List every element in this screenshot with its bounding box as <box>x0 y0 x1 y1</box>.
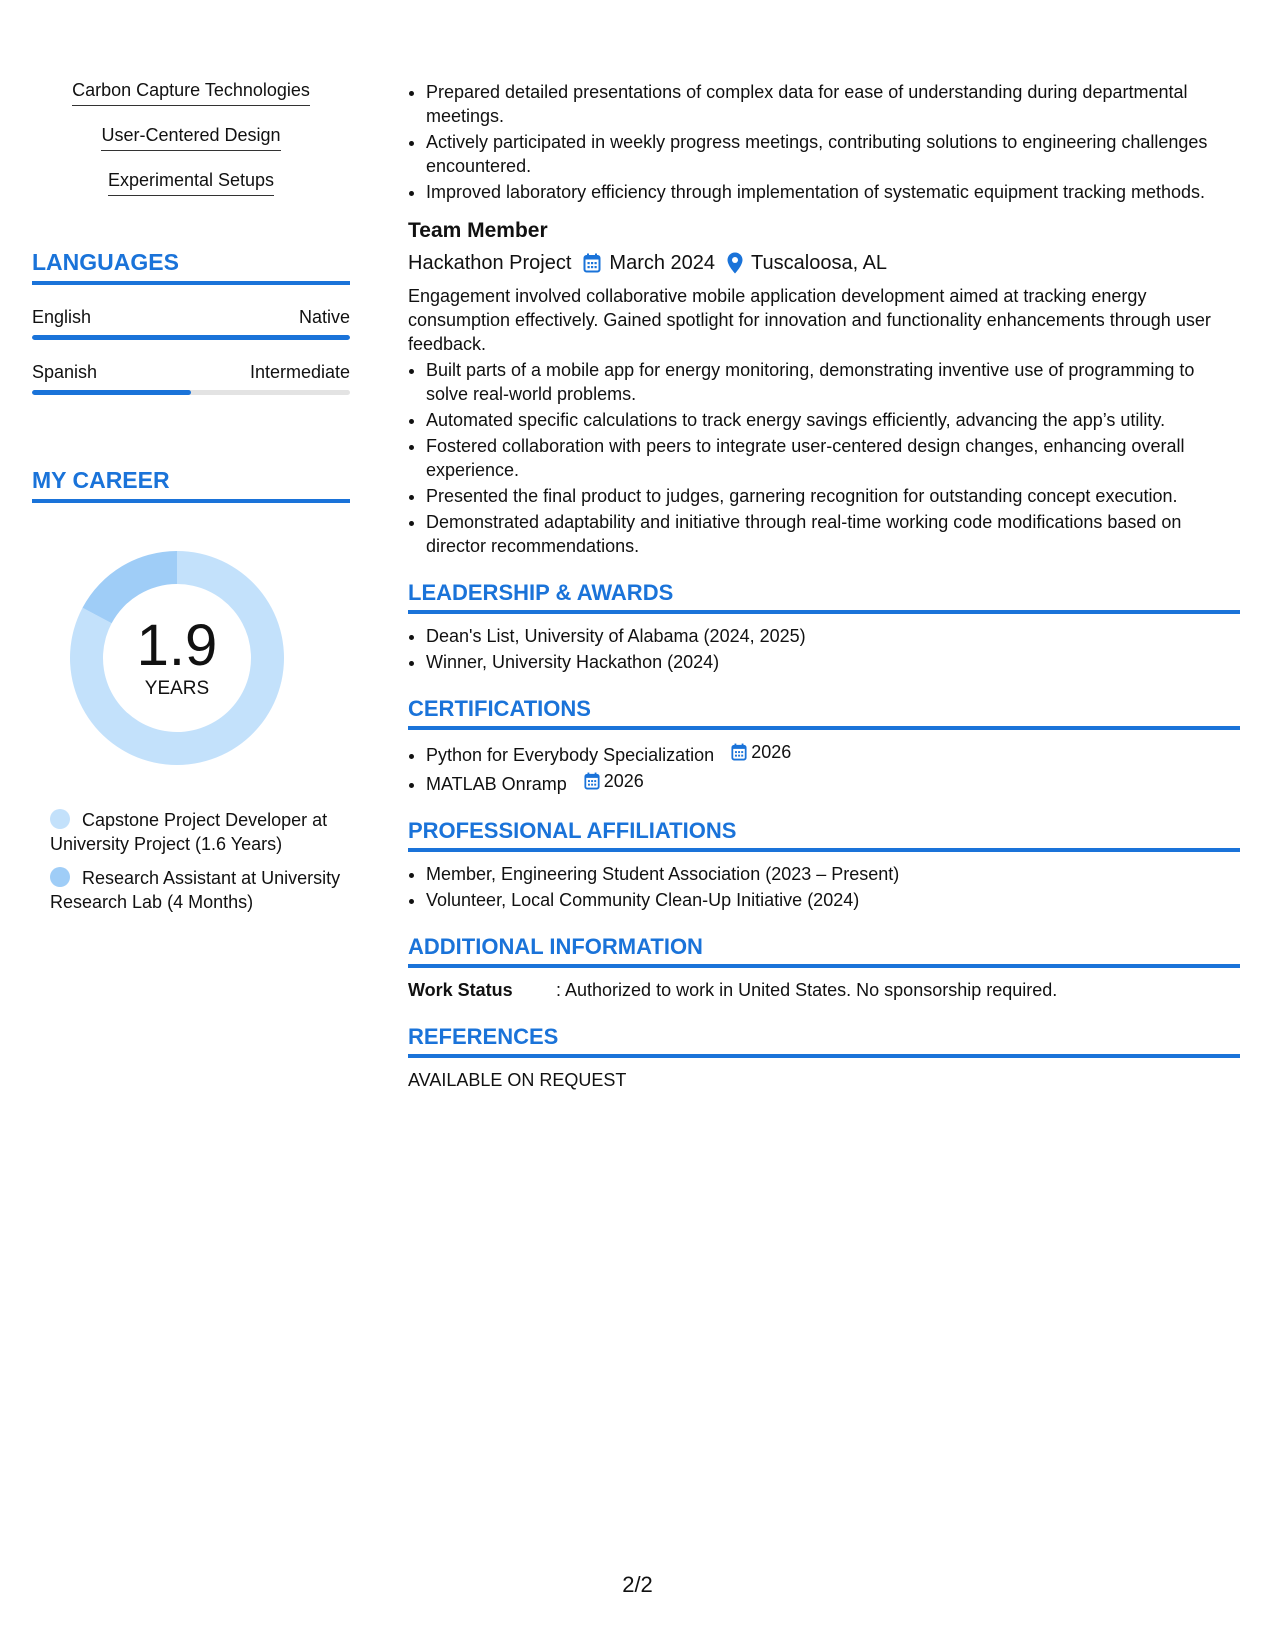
affiliation-item: • Volunteer, Local Community Clean-Up Initiative (2024) <box>426 888 1240 912</box>
work-status-label: Work Status <box>408 980 513 1000</box>
skill-tag: User-Centered Design <box>101 125 280 151</box>
language-bar <box>32 335 350 340</box>
job-bullets <box>408 358 1240 558</box>
job-title: Team Member <box>408 219 548 242</box>
page-number: 2/2 <box>622 1572 653 1597</box>
previous-job-bullets <box>408 80 1240 204</box>
skill-tag: Experimental Setups <box>108 170 274 196</box>
language-bar <box>32 390 350 395</box>
affiliations-heading: PROFESSIONAL AFFILIATIONS <box>408 818 1240 852</box>
language-level: Native <box>298 307 350 327</box>
legend-dot <box>50 867 70 887</box>
certification-name: Python for Everybody Specialization <box>426 745 715 765</box>
bullet-item: • Automated specific calculations to track energy savings efficiently, advancing the app’s utility. <box>426 408 1240 432</box>
award-item: • Dean's List, University of Alabama (2024, 2025) <box>426 624 1240 648</box>
job-date: March 2024 <box>609 252 716 274</box>
languages-heading: LANGUAGES <box>32 249 350 285</box>
bullet-item: • Improved laboratory efficiency through implementation of systematic equipment tracking methods. <box>426 180 1240 204</box>
career-heading: MY CAREER <box>32 467 350 503</box>
job-company: Hackathon Project <box>408 252 572 274</box>
language-item <box>32 307 350 340</box>
language-name: English <box>32 307 92 327</box>
certification-item <box>426 769 1240 796</box>
additional-info-section <box>408 934 1240 1002</box>
job-meta <box>408 250 1240 276</box>
skill-tag: Carbon Capture Technologies <box>72 80 310 106</box>
location-pin-icon <box>727 252 743 274</box>
work-status-value: : Authorized to work in United States. No sponsorship required. <box>556 980 1058 1000</box>
job-description: Engagement involved collaborative mobile application development aimed at tracking energy consumption effectively. Gained spotlight for innovation and functionality enhancements through user feedback. <box>408 286 1211 354</box>
legend-label: Capstone Project Developer at University Project (1.6 Years) <box>50 810 328 854</box>
career-legend <box>32 808 350 914</box>
career-section <box>32 467 350 914</box>
certification-year: 2026 <box>603 771 644 791</box>
legend-item <box>50 808 350 856</box>
award-item: • Winner, University Hackathon (2024) <box>426 650 1240 674</box>
language-level: Intermediate <box>249 362 350 382</box>
calendar-icon <box>584 772 600 790</box>
languages-section <box>32 249 350 395</box>
additional-info-heading: ADDITIONAL INFORMATION <box>408 934 1240 968</box>
calendar-icon <box>583 253 601 273</box>
references-heading: REFERENCES <box>408 1024 1240 1058</box>
right-column <box>408 80 1240 1092</box>
career-donut-chart <box>62 543 292 773</box>
affiliation-item: • Member, Engineering Student Association (2023 – Present) <box>426 862 1240 886</box>
language-bar-fill <box>32 335 350 340</box>
certification-year: 2026 <box>751 742 792 762</box>
bullet-item: • Fostered collaboration with peers to integrate user-centered design changes, enhancing overall experience. <box>426 434 1240 482</box>
affiliations-section <box>408 818 1240 912</box>
job-location: Tuscaloosa, AL <box>751 252 888 274</box>
legend-label: Research Assistant at University Research Lab (4 Months) <box>50 868 341 912</box>
language-name: Spanish <box>32 362 98 382</box>
bullet-item: • Actively participated in weekly progress meetings, contributing solutions to engineering challenges encountered. <box>426 130 1240 178</box>
legend-item <box>50 866 350 914</box>
certifications-section <box>408 696 1240 796</box>
references-section <box>408 1024 1240 1092</box>
leadership-heading: LEADERSHIP & AWARDS <box>408 580 1240 614</box>
leadership-section <box>408 580 1240 674</box>
skills-list <box>32 80 350 215</box>
legend-dot <box>50 809 70 829</box>
work-status-row <box>408 978 1240 1002</box>
career-total-value: 1.9 <box>136 613 218 678</box>
language-bar-fill <box>32 390 191 395</box>
left-column <box>32 80 350 924</box>
references-text: AVAILABLE ON REQUEST <box>408 1070 627 1090</box>
bullet-item: • Demonstrated adaptability and initiative through real-time working code modifications based on director recommendations. <box>426 510 1240 558</box>
bullet-item: • Built parts of a mobile app for energy monitoring, demonstrating inventive use of programming to solve real-world problems. <box>426 358 1240 406</box>
calendar-icon <box>731 743 747 761</box>
bullet-item: • Presented the final product to judges, garnering recognition for outstanding concept execution. <box>426 484 1240 508</box>
language-item <box>32 362 350 395</box>
career-total-unit: YEARS <box>144 678 210 699</box>
bullet-item: • Prepared detailed presentations of complex data for ease of understanding during departmental meetings. <box>426 80 1240 128</box>
certification-item <box>426 740 1240 767</box>
certifications-heading: CERTIFICATIONS <box>408 696 1240 730</box>
certification-name: MATLAB Onramp <box>426 774 567 794</box>
